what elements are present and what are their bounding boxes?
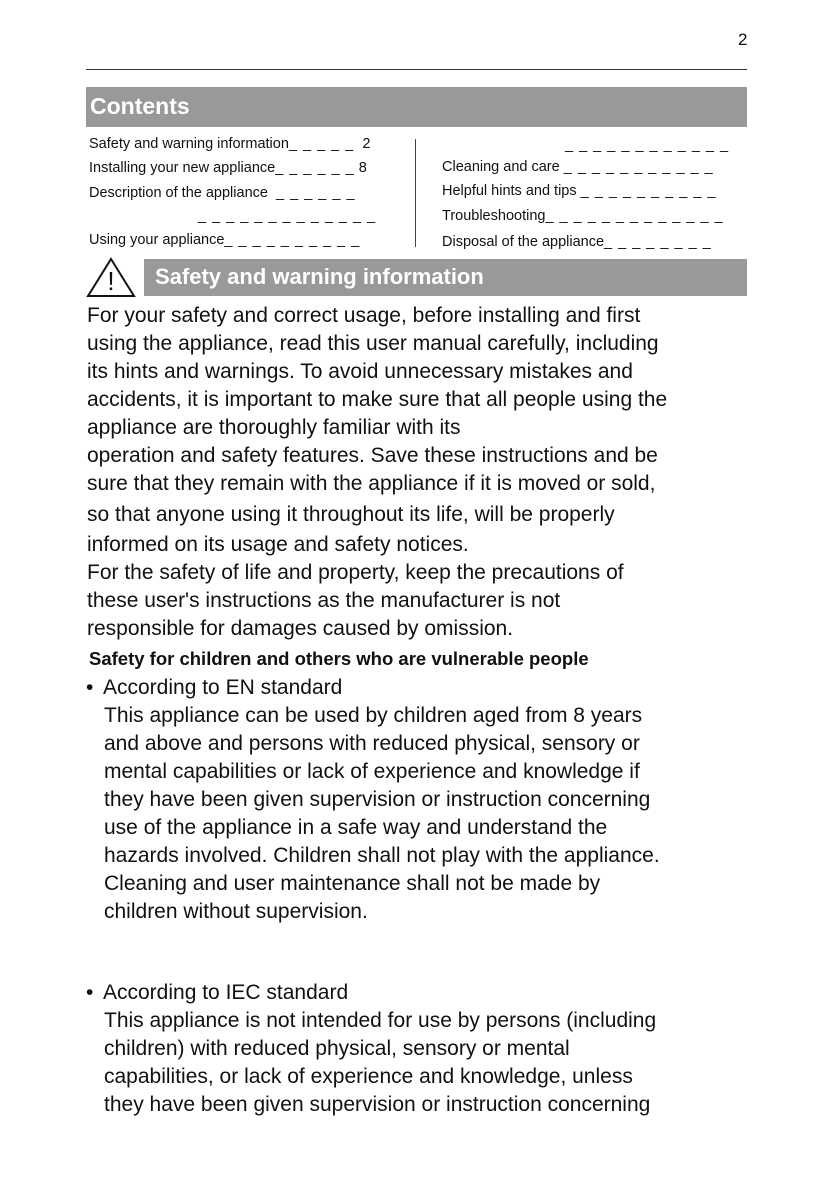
intro-line: sure that they remain with the appliance if it is moved or sold, — [87, 472, 656, 495]
children-safety-subheading: Safety for children and others who are vulnerable people — [89, 648, 589, 669]
toc-entry-disposal[interactable] — [442, 234, 712, 250]
toc-entry-safety[interactable] — [89, 136, 370, 152]
toc-label: Cleaning and care — [442, 159, 560, 175]
toc-leader: _ _ _ _ _ — [288, 136, 355, 152]
bullet-line: hazards involved. Children shall not play with the appliance. — [104, 844, 660, 867]
intro-line: its hints and warnings. To avoid unnecessary mistakes and — [87, 360, 633, 383]
toc-label: Safety and warning information — [89, 136, 289, 152]
bullet-title: According to EN standard — [103, 676, 343, 699]
toc-entry-troubleshooting[interactable] — [442, 208, 724, 224]
page-number: 2 — [738, 30, 748, 49]
toc-entry-cleaning[interactable] — [442, 159, 714, 175]
toc-leader: _ _ _ _ _ _ — [275, 160, 355, 176]
bullet-line: children) with reduced physical, sensory or mental — [104, 1037, 570, 1060]
toc-leader: _ _ _ _ _ _ _ _ — [604, 234, 712, 250]
bullet-line: This appliance can be used by children aged from 8 years — [104, 704, 643, 727]
intro-line: accidents, it is important to make sure that all people using the — [87, 388, 668, 411]
bullet-title: According to IEC standard — [103, 981, 349, 1004]
bullet-line: Cleaning and user maintenance shall not be made by — [104, 872, 601, 895]
bullet-line: they have been given supervision or instruction concerning — [104, 1093, 651, 1116]
toc-page: 8 — [358, 160, 367, 176]
intro-line: For the safety of life and property, keep the precautions of — [87, 561, 624, 584]
intro-line: so that anyone using it throughout its life, will be properly — [87, 503, 615, 526]
safety-heading: Safety and warning information — [144, 259, 747, 296]
toc-page: 2 — [362, 136, 371, 152]
bullet-line: and above and persons with reduced physical, sensory or — [104, 732, 640, 755]
bullet-iec-standard — [86, 979, 348, 1007]
toc-leader: _ _ _ _ _ _ _ _ _ _ _ _ — [565, 137, 730, 153]
toc-label: Helpful hints and tips — [442, 183, 577, 199]
bullet-line: mental capabilities or lack of experience and knowledge if — [104, 760, 640, 783]
bullet-line: children without supervision. — [104, 900, 368, 923]
header-rule — [86, 69, 747, 70]
bullet-line: This appliance is not intended for use by persons (including — [104, 1009, 657, 1032]
toc-leader: _ _ _ _ _ _ _ _ _ _ _ _ _ — [198, 208, 377, 224]
toc-label: Using your appliance — [89, 232, 225, 248]
bullet-line: they have been given supervision or instruction concerning — [104, 788, 651, 811]
intro-line: operation and safety features. Save these instructions and be — [87, 444, 658, 467]
toc-entry-installing[interactable] — [89, 160, 367, 176]
toc-entry-using[interactable] — [89, 232, 360, 248]
bullet-line: use of the appliance in a safe way and understand the — [104, 816, 608, 839]
toc-leader: _ _ _ _ _ _ _ _ _ _ — [224, 232, 361, 248]
bullet-dot-icon: • — [86, 981, 94, 1004]
toc-entry-right-continuation[interactable] — [565, 137, 729, 153]
bullet-line: capabilities, or lack of experience and knowledge, unless — [104, 1065, 633, 1088]
toc-entry-hints[interactable] — [442, 183, 717, 199]
toc-entry-description[interactable] — [89, 185, 356, 201]
toc-label: Troubleshooting — [442, 208, 546, 224]
intro-line: For your safety and correct usage, before installing and first — [87, 304, 641, 327]
toc-label: Disposal of the appliance — [442, 234, 605, 250]
toc-label: Description of the appliance — [89, 185, 268, 201]
toc-leader: _ _ _ _ _ _ — [276, 185, 356, 201]
intro-line: appliance are thoroughly familiar with its — [87, 416, 461, 439]
toc-entry-continuation[interactable] — [198, 208, 376, 224]
toc-leader: _ _ _ _ _ _ _ _ _ _ _ _ _ — [545, 208, 724, 224]
toc-column-divider — [415, 139, 416, 247]
contents-heading: Contents — [86, 87, 747, 127]
intro-line: using the appliance, read this user manual carefully, including — [87, 332, 659, 355]
toc-label: Installing your new appliance — [89, 160, 276, 176]
intro-line: informed on its usage and safety notices. — [87, 533, 469, 556]
bullet-dot-icon: • — [86, 676, 94, 699]
toc-leader: _ _ _ _ _ _ _ _ _ _ — [580, 183, 717, 199]
warning-glyph: ! — [107, 266, 115, 296]
toc-leader: _ _ _ _ _ _ _ _ _ _ _ — [563, 159, 714, 175]
warning-triangle-icon — [86, 256, 136, 298]
intro-line: responsible for damages caused by omission. — [87, 617, 514, 640]
intro-line: these user's instructions as the manufacturer is not — [87, 589, 561, 612]
bullet-en-standard — [86, 674, 342, 702]
